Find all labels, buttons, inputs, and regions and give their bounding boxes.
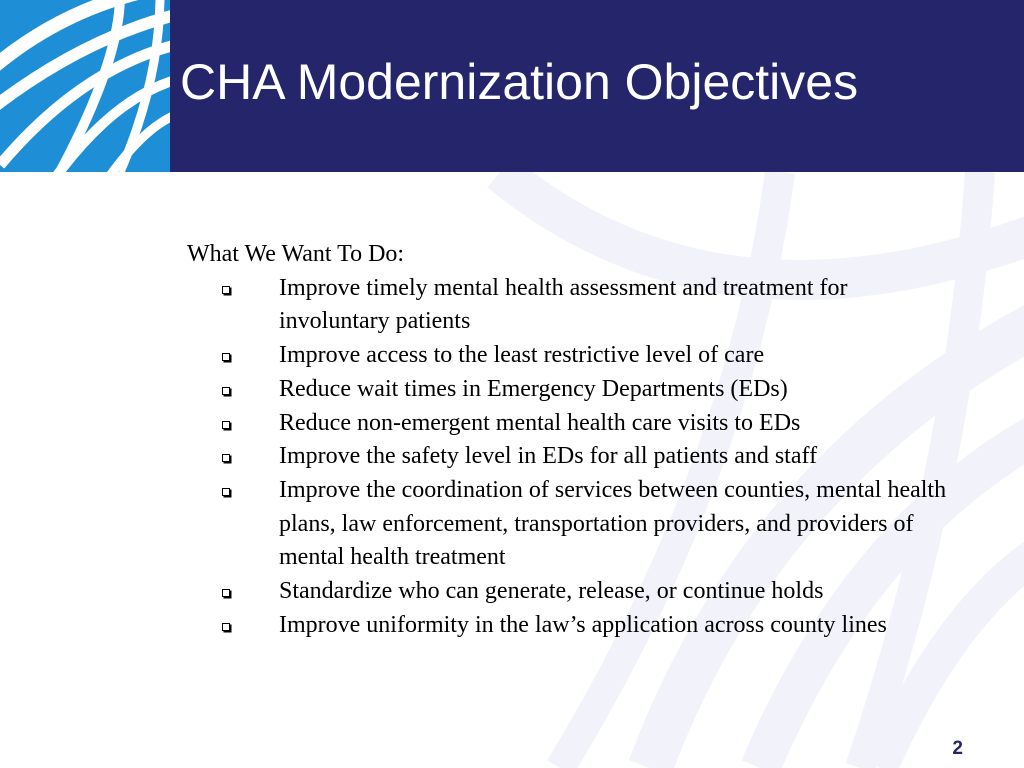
square-bullet-icon <box>222 286 230 294</box>
list-item-text: Improve the coordination of services between counties, mental health plans, law enforcement, transportation providers, and providers of mental health treatment <box>279 476 947 571</box>
list-item-text: Standardize who can generate, release, or continue holds <box>279 578 824 605</box>
list-item-text: Improve timely mental health assessment and treatment for involuntary patients <box>279 274 848 335</box>
list-item-text: Improve the safety level in EDs for all patients and staff <box>279 443 818 470</box>
stripes-logo-icon <box>0 0 170 172</box>
square-bullet-icon <box>222 623 230 631</box>
list-item <box>187 575 957 609</box>
square-bullet-icon <box>222 454 230 462</box>
slide-content <box>187 238 957 642</box>
list-item <box>187 440 957 474</box>
list-item <box>187 609 957 643</box>
objectives-list <box>187 272 957 643</box>
square-bullet-icon <box>222 488 230 496</box>
list-item <box>187 373 957 407</box>
list-item <box>187 474 957 575</box>
list-item-text: Reduce non-emergent mental health care visits to EDs <box>279 409 801 436</box>
list-item <box>187 407 957 441</box>
square-bullet-icon <box>222 387 230 395</box>
page-number: 2 <box>952 738 963 759</box>
slide-title: CHA Modernization Objectives <box>180 54 859 110</box>
list-item <box>187 272 957 339</box>
square-bullet-icon <box>222 421 230 429</box>
square-bullet-icon <box>222 589 230 597</box>
list-item <box>187 339 957 373</box>
list-item-text: Improve uniformity in the law’s application across county lines <box>279 611 887 638</box>
intro-text: What We Want To Do: <box>187 241 405 267</box>
square-bullet-icon <box>222 353 230 361</box>
slide-header <box>0 0 1024 172</box>
list-item-text: Reduce wait times in Emergency Departments (EDs) <box>279 375 788 402</box>
list-item-text: Improve access to the least restrictive level of care <box>279 342 765 369</box>
